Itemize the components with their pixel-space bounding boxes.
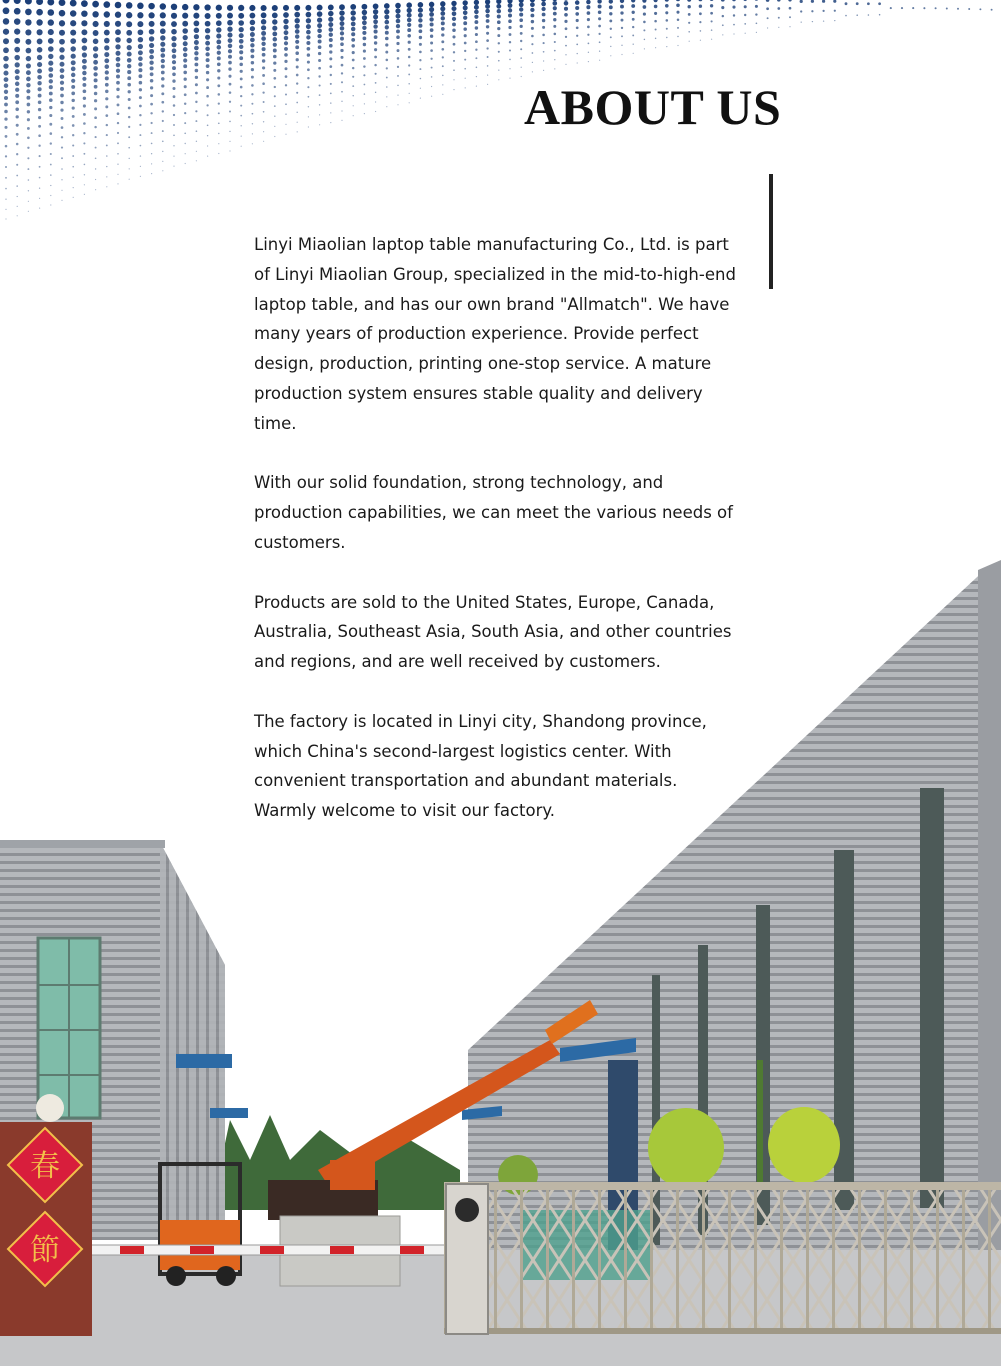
paragraph-markets: Products are sold to the United States, Europe, Canada, Australia, Southeast Asia, South Asia, and other countries and regions, and are well received by customers. (254, 592, 732, 672)
page-title: ABOUT US (524, 79, 782, 135)
paragraph-capabilities: With our solid foundation, strong technology, and production capabilities, we can meet the various needs of customers. (254, 473, 733, 552)
paragraph-location: The factory is located in Linyi city, Shandong province, which China's second-largest logistics center. With convenient transportation and abundant materials. Warmly welcome to visit our factory. (254, 711, 707, 821)
factory-photo (0, 560, 1001, 1366)
banner-char-2: 節 (30, 1233, 60, 1268)
banner-char-1: 春 (30, 1149, 60, 1184)
barrier-arm (90, 1245, 450, 1255)
title-divider (769, 174, 773, 289)
retractable-gate (444, 1182, 1001, 1334)
gate-post (0, 1094, 92, 1336)
right-building (462, 560, 1001, 1250)
paragraph-intro: Linyi Miaolian laptop table manufacturing Co., Ltd. is part of Linyi Miaolian Group, specialized in the mid-to-high-end laptop table, and has our own brand "Allmatch". We have many years of production experience. Provide perfect design, production, printing one-stop service. A mature production system ensures stable quality and delivery time. (254, 235, 736, 433)
